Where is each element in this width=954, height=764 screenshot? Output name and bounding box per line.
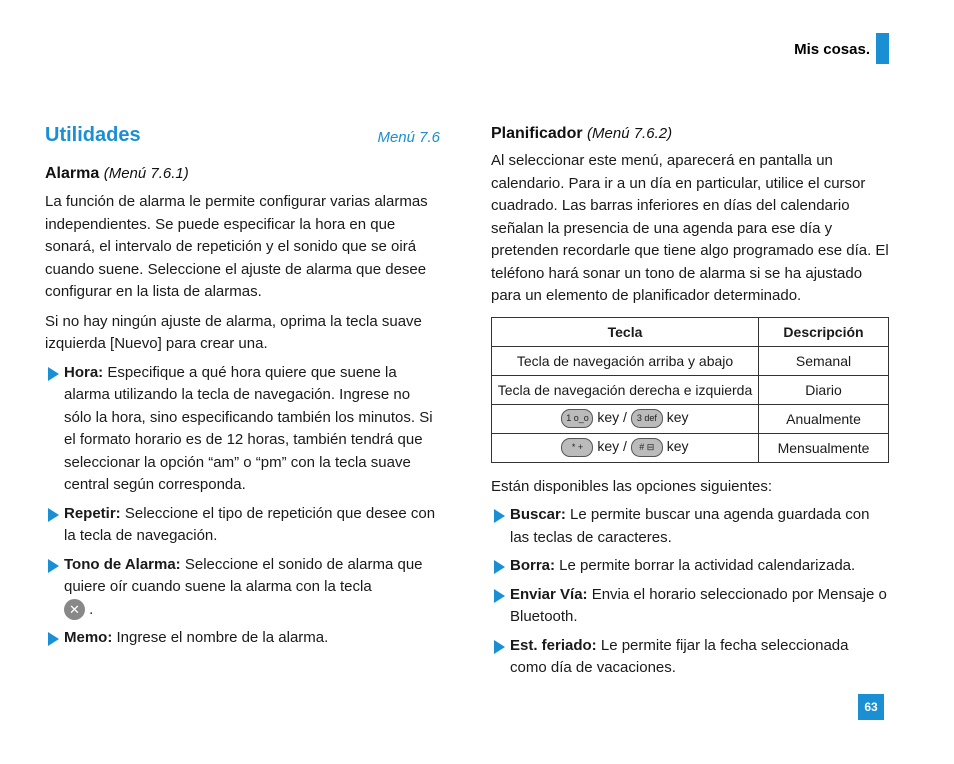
section-menu-ref: Menú 7.6 [377,129,440,146]
right-column [491,125,889,680]
arrow-icon [494,560,505,574]
bullet-label: Borra: [510,557,556,574]
alarma-bullet-list [45,362,440,650]
header-title: Mis cosas. [794,41,870,58]
bullet-text: Seleccione el sonido de alarma que quiere oír cuando suene la alarma con la tecla [64,555,423,595]
bullet-tail: . [89,600,94,618]
key-text: key [666,438,689,455]
key-text: key / [597,409,627,426]
bullet-text: Envia el horario seleccionado por Mensaje o Bluetooth. [510,585,887,625]
key-star-icon: * + [561,438,593,457]
section-title: Utilidades [45,124,141,146]
key-text: key [666,409,689,426]
bullet-text: Le permite borrar la actividad calendarizada. [555,557,856,574]
bullet-text: Le permite fijar la fecha seleccionada como día de vacaciones. [510,636,849,676]
arrow-icon [48,559,59,573]
planificador-paragraph-1: Al seleccionar este menú, aparecerá en pantalla un calendario. Para ir a un día en particular, utilice el cursor cuadrado. Las barras inferiores en días del calendario señalan la presencia de una agenda para ese día y pretenden recordarle que tiene algo programado ese día. El teléfono hará sonar un tono de alarma si se ha ajustado para un elemento de planificador determinado. [491,152,889,304]
table-row [492,375,889,404]
list-item [491,555,889,578]
bullet-label: Buscar: [510,506,566,523]
table-cell: Semanal [759,346,889,375]
section-header [45,124,440,150]
arrow-icon [494,589,505,603]
alarma-heading [45,165,440,183]
bullet-label: Hora: [64,363,104,381]
planificador-paragraph-2: Están disponibles las opciones siguientes: [491,477,773,495]
key-hash-icon: # ⊟ [631,438,663,457]
list-item [491,635,889,680]
arrow-icon [494,509,505,523]
table-header-cell: Tecla [492,317,759,346]
key-text: key / [597,438,627,455]
bullet-label: Tono de Alarma: [64,555,181,573]
table-header-cell: Descripción [759,317,889,346]
arrow-icon [48,508,59,522]
arrow-icon [48,632,59,646]
bullet-label: Repetir: [64,504,121,522]
table-cell: Tecla de navegación derecha e izquierda [492,375,759,404]
key-table [491,317,889,463]
table-cell: Mensualmente [759,433,889,462]
list-item [45,503,440,548]
table-cell [492,404,759,433]
bullet-label: Est. feriado: [510,636,597,654]
arrow-icon [494,640,505,654]
table-row [492,433,889,462]
list-item [45,627,440,650]
clear-key-icon: ✕ [64,599,85,620]
bullet-text: Le permite buscar una agenda guardada con las teclas de caracteres. [510,506,870,546]
planificador-menu-ref: (Menú 7.6.2) [587,125,673,142]
list-item [45,362,440,497]
bullet-text: Especifique a qué hora quiere que suene la alarma utilizando la tecla de navegación. Ingrese no sólo la hora, sino especificando también los minutos. Si el formato horario es de 12 horas, también tendrá que seleccionar la opción “am” o “pm” con la tecla suave central según corresponda. [64,363,433,493]
alarma-paragraph-1: La función de alarma le permite configurar varias alarmas independientes. Se puede especificar la hora en que sonará, el intervalo de repetición y el sonido que se oirá cuando suene. Seleccione el ajuste de alarma que desee configurar en la lista de alarmas. [45,193,428,300]
planificador-heading [491,125,889,143]
table-cell [492,433,759,462]
table-header-row [492,317,889,346]
bullet-text: Seleccione el tipo de repetición que desee con la tecla de navegación. [64,504,436,544]
table-cell: Tecla de navegación arriba y abajo [492,346,759,375]
planificador-title: Planificador [491,125,583,142]
left-column [45,165,440,650]
bullet-label: Memo: [64,629,113,646]
table-row [492,346,889,375]
key-3-icon: 3 def [631,409,663,428]
table-row [492,404,889,433]
alarma-title: Alarma [45,165,100,182]
table-cell: Diario [759,375,889,404]
alarma-paragraph-2: Si no hay ningún ajuste de alarma, oprima la tecla suave izquierda [Nuevo] para crear una. [45,312,422,352]
arrow-icon [48,367,59,381]
header-accent-bar [876,33,889,64]
alarma-menu-ref: (Menú 7.6.1) [103,165,189,182]
list-item [491,504,889,549]
bullet-text: Ingrese el nombre de la alarma. [112,629,329,646]
key-1-icon: 1 o_o [561,409,593,428]
table-cell: Anualmente [759,404,889,433]
planificador-bullet-list [491,504,889,680]
bullet-label: Enviar Vía: [510,585,588,603]
page-number: 63 [858,694,884,720]
list-item [491,584,889,629]
list-item [45,554,440,622]
